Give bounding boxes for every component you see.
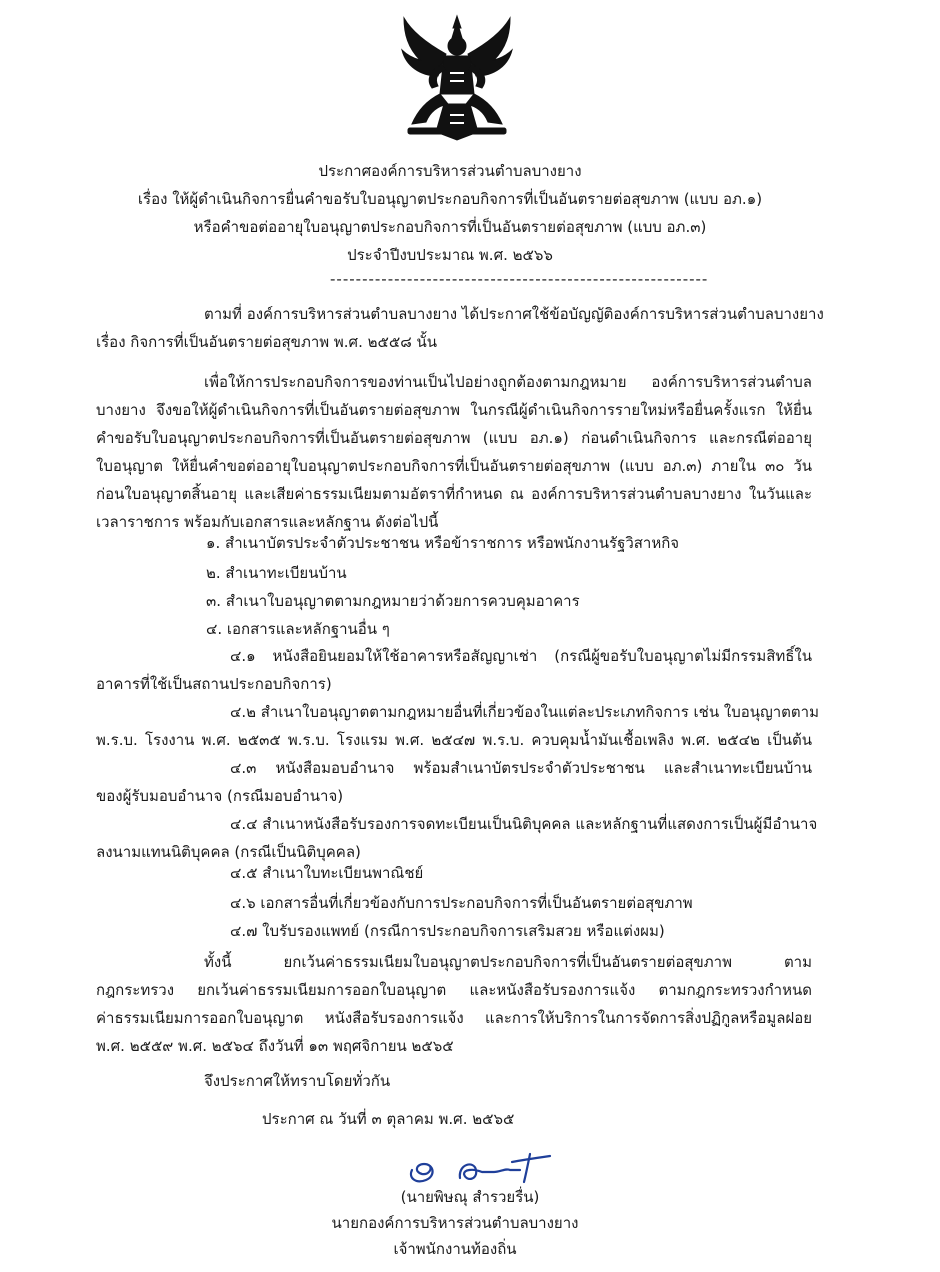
para3-line: ทั้งนี้ ยกเว้นค่าธรรมเนียมใบอนุญาตประกอบกิจการที่เป็นอันตรายต่อสุขภาพ ตาม [204, 953, 812, 971]
list-item: ๓. สำเนาใบอนุญาตตามกฎหมายว่าด้วยการควบคุมอาคาร [206, 592, 580, 610]
sub-item-4-4: ๔.๔ สำเนาหนังสือรับรองการจดทะเบียนเป็นนิติบุคคล และหลักฐานที่แสดงการเป็นผู้มีอำนาจ [230, 815, 818, 833]
heading-separator: ----------------------------------------------------------- [330, 270, 709, 288]
sub-item-4-1-cont: อาคารที่ใช้เป็นสถานประกอบกิจการ) [96, 675, 332, 693]
signer-name: (นายพิษณุ สำรวยรื่น) [400, 1188, 540, 1206]
sub-item-4-3-cont: ของผู้รับมอบอำนาจ (กรณีมอบอำนาจ) [96, 787, 344, 805]
para3-line: ค่าธรรมเนียมการออกใบอนุญาต หนังสือรับรองการแจ้ง และการให้บริการในการจัดการสิ่งปฏิกูลหรือมูลฝอย [96, 1009, 812, 1027]
sub-item-4-1: ๔.๑ หนังสือยินยอมให้ใช้อาคารหรือสัญญาเช่า (กรณีผู้ขอรับใบอนุญาตไม่มีกรรมสิทธิ์ใน [230, 647, 812, 665]
list-item: ๒. สำเนาทะเบียนบ้าน [206, 564, 347, 582]
list-item: ๔. เอกสารและหลักฐานอื่น ๆ [206, 620, 390, 638]
para3-line: พ.ศ. ๒๕๕๙ พ.ศ. ๒๕๖๔ ถึงวันที่ ๑๓ พฤศจิกายน ๒๕๖๕ [96, 1037, 454, 1055]
sub-item-4-4-cont: ลงนามแทนนิติบุคคล (กรณีเป็นนิติบุคคล) [96, 843, 361, 861]
sub-item-4-2: ๔.๒ สำเนาใบอนุญาตตามกฎหมายอื่นที่เกี่ยวข้องในแต่ละประเภทกิจการ เช่น ใบอนุญาตตาม [230, 703, 819, 721]
para1-line: เรื่อง กิจการที่เป็นอันตรายต่อสุขภาพ พ.ศ. ๒๕๕๘ นั้น [96, 333, 438, 351]
para2-line: ก่อนใบอนุญาตสิ้นอายุ และเสียค่าธรรมเนียมตามอัตราที่กำหนด ณ องค์การบริหารส่วนตำบลบางยาง ในวันและ [96, 485, 812, 503]
sub-item-4-6: ๔.๖ เอกสารอื่นที่เกี่ยวข้องกับการประกอบกิจการที่เป็นอันตรายต่อสุขภาพ [230, 894, 693, 912]
garuda-emblem [398, 14, 516, 142]
para2-line: เพื่อให้การประกอบกิจการของท่านเป็นไปอย่างถูกต้องตามกฎหมาย องค์การบริหารส่วนตำบล [204, 373, 812, 391]
para3-line: กฎกระทรวง ยกเว้นค่าธรรมเนียมการออกใบอนุญาต และหนังสือรับรองการแจ้ง ตามกฎกระทรวงกำหนด [96, 981, 812, 999]
signature [402, 1148, 554, 1188]
sub-item-4-3: ๔.๓ หนังสือมอบอำนาจ พร้อมสำเนาบัตรประจำตัวประชาชน และสำเนาทะเบียนบ้าน [230, 759, 812, 777]
fiscal-year: ประจำปีงบประมาณ พ.ศ. ๒๕๖๖ [347, 246, 553, 264]
para2-line: คำขอรับใบอนุญาตประกอบกิจการที่เป็นอันตรายต่อสุขภาพ (แบบ อภ.๑) ก่อนดำเนินกิจการ และกรณีต่ออายุ [96, 429, 812, 447]
list-item: ๑. สำเนาบัตรประจำตัวประชาชน หรือข้าราชการ หรือพนักงานรัฐวิสาหกิจ [206, 534, 680, 552]
sub-item-4-5: ๔.๕ สำเนาใบทะเบียนพาณิชย์ [230, 864, 424, 882]
sub-item-4-2-cont: พ.ร.บ. โรงงาน พ.ศ. ๒๕๓๕ พ.ร.บ. โรงแรม พ.ศ. ๒๕๔๗ พ.ร.บ. ควบคุมน้ำมันเชื้อเพลิง พ.ศ. ๒๕๔๒ เป็นต้น [96, 731, 812, 749]
para2-line: ใบอนุญาต ให้ยื่นคำขอต่ออายุใบอนุญาตประกอบกิจการที่เป็นอันตรายต่อสุขภาพ (แบบ อภ.๓) ภายใน ๓๐ วัน [96, 457, 812, 475]
announcement-heading: ประกาศองค์การบริหารส่วนตำบลบางยาง [318, 162, 582, 180]
signer-role: เจ้าพนักงานท้องถิ่น [393, 1240, 517, 1258]
subject-line-2: หรือคำขอต่ออายุใบอนุญาตประกอบกิจการที่เป็นอันตรายต่อสุขภาพ (แบบ อภ.๓) [193, 218, 707, 236]
subject-line-1: เรื่อง ให้ผู้ดำเนินกิจการยื่นคำขอรับใบอนุญาตประกอบกิจการที่เป็นอันตรายต่อสุขภาพ (แบบ อภ.๑) [137, 190, 763, 208]
para2-line: เวลาราชการ พร้อมกับเอกสารและหลักฐาน ดังต่อไปนี้ [96, 513, 439, 531]
signer-title: นายกองค์การบริหารส่วนตำบลบางยาง [331, 1214, 579, 1232]
announcement-date: ประกาศ ณ วันที่ ๓ ตุลาคม พ.ศ. ๒๕๖๕ [262, 1110, 515, 1128]
para2-line: บางยาง จึงขอให้ผู้ดำเนินกิจการที่เป็นอันตรายต่อสุขภาพ ในกรณีผู้ดำเนินกิจการรายใหม่หรือยื่นครั้งแรก ให้ยื่น [96, 401, 812, 419]
closing-line: จึงประกาศให้ทราบโดยทั่วกัน [204, 1072, 391, 1090]
sub-item-4-7: ๔.๗ ใบรับรองแพทย์ (กรณีการประกอบกิจการเสริมสวย หรือแต่งผม) [230, 922, 665, 940]
para1-line: ตามที่ องค์การบริหารส่วนตำบลบางยาง ได้ประกาศใช้ข้อบัญญัติองค์การบริหารส่วนตำบลบางยาง [204, 305, 824, 323]
